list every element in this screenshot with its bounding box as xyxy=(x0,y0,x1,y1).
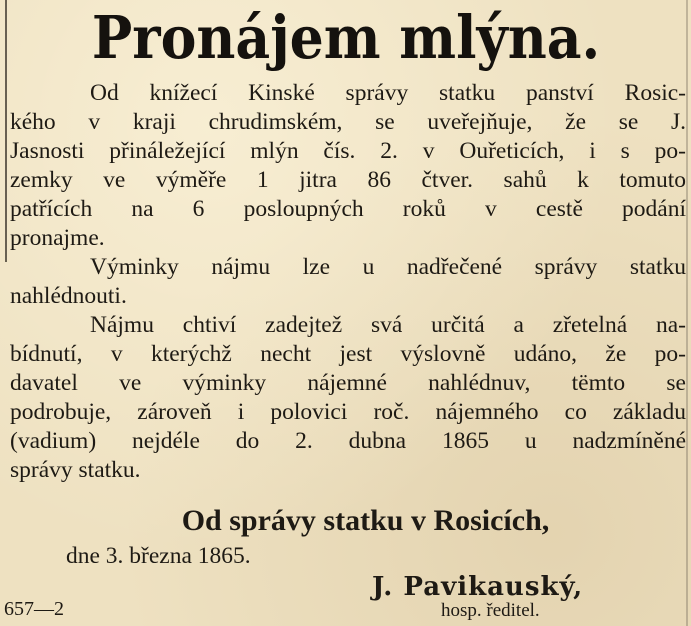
issuer-line: Od správy statku v Rosicích, xyxy=(181,504,550,537)
body-line: zemky ve výměře 1 jitra 86 čtver. sahů k tomuto xyxy=(10,167,686,193)
body-line: správy statku. xyxy=(10,457,141,483)
notice-body xyxy=(10,79,686,485)
body-line: Nájmu chtiví zadejtež svá určitá a zřetelná na- xyxy=(90,312,686,338)
body-line: kého v kraji chrudimském, se uveřejňuje, že se J. xyxy=(10,109,686,135)
body-line: podrobuje, zároveň i polovici roč. nájemného co základu xyxy=(10,399,686,425)
body-line: pronajme. xyxy=(10,225,105,251)
reference-number: 657—2 xyxy=(4,598,64,620)
body-line: bídnutí, v kterýchž necht jest výslovně udáno, že po- xyxy=(10,341,686,367)
body-line: (vadium) nejdéle do 2. dubna 1865 u nadzmíněné xyxy=(10,428,686,454)
signer-name: J. Pavikauský, xyxy=(372,572,584,602)
body-line: Jasnosti přináležející mlýn čís. 2. v Ouřeticích, i s po- xyxy=(10,138,686,164)
body-line: patřících na 6 posloupných roků v cestě podání xyxy=(10,196,686,222)
signer-title: hosp. ředitel. xyxy=(441,600,540,621)
body-line: davatel ve výminky nájemné nahlédnuv, tëmto se xyxy=(10,370,686,396)
notice-date: dne 3. března 1865. xyxy=(66,543,251,569)
column-rule xyxy=(5,0,7,262)
body-line: nahlédnouti. xyxy=(10,283,127,309)
notice-title: Pronájem mlýna. xyxy=(91,3,601,72)
body-line: Výminky nájmu lze u nadřečené správy statku xyxy=(90,254,686,280)
body-line: Od knížecí Kinské správy statku panství Rosic- xyxy=(90,80,686,106)
